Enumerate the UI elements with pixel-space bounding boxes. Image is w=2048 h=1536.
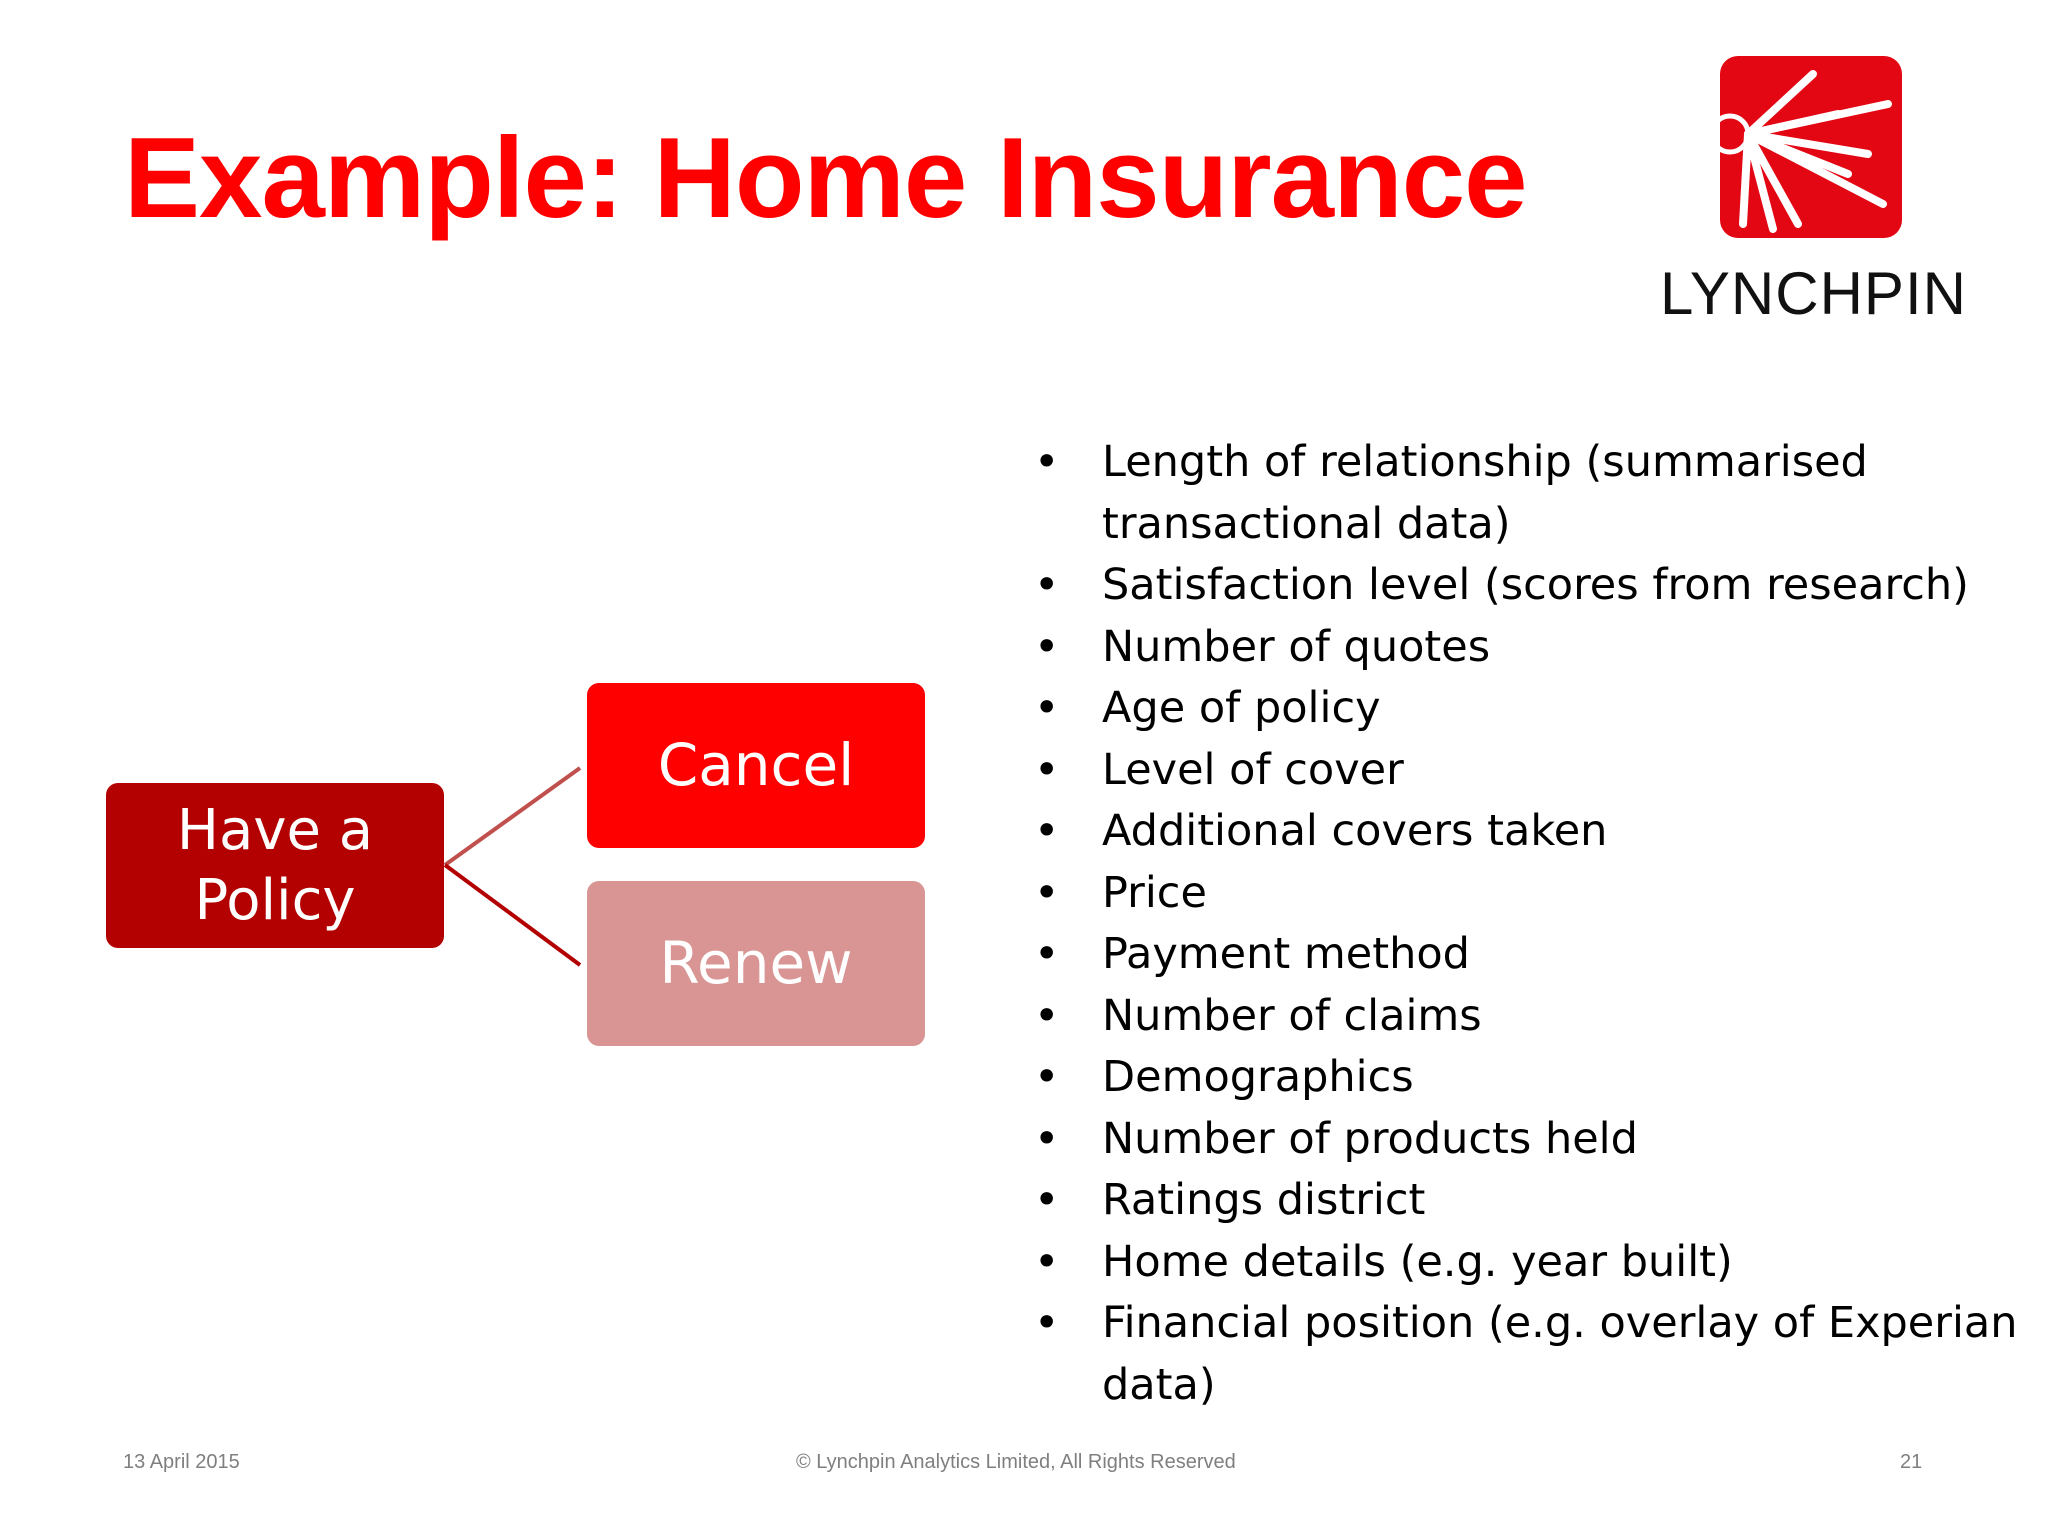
list-item: • Additional covers taken xyxy=(1030,801,2030,863)
have-a-policy-box: Have a Policy xyxy=(106,783,444,948)
bullet-icon: • xyxy=(1034,990,1060,1041)
bullet-icon: • xyxy=(1034,1052,1060,1102)
list-item: • Number of products held xyxy=(1030,1109,2030,1171)
list-item: • Number of claims xyxy=(1030,986,2030,1048)
slide-title: Example: Home Insurance xyxy=(124,115,1527,242)
footer-date: 13 April 2015 xyxy=(123,1451,240,1473)
bullet-icon: • xyxy=(1034,867,1060,918)
renew-box: Renew xyxy=(587,881,925,1046)
list-item: • Home details (e.g. year built) xyxy=(1030,1232,2030,1294)
bullet-icon: • xyxy=(1034,621,1060,672)
logo-wordmark: LYNCHPIN xyxy=(1660,260,1967,327)
list-item: • Number of quotes xyxy=(1030,617,2030,679)
bullet-icon: • xyxy=(1034,437,1060,487)
list-item: • Ratings district xyxy=(1030,1170,2030,1232)
list-item: • Satisfaction level (scores from research) xyxy=(1030,555,2030,617)
list-item: • Length of relationship (summarised transactional data) xyxy=(1030,432,2030,555)
cancel-box: Cancel xyxy=(587,683,925,848)
tree-connector-lines xyxy=(440,760,590,980)
bullet-icon: • xyxy=(1034,683,1060,733)
bullet-icon: • xyxy=(1034,1236,1060,1287)
list-item: • Payment method xyxy=(1030,924,2030,986)
bullet-icon: • xyxy=(1034,744,1060,795)
page-number: 21 xyxy=(1900,1451,1923,1473)
list-item: • Price xyxy=(1030,863,2030,925)
bullet-icon: • xyxy=(1034,560,1060,610)
bullet-icon: • xyxy=(1034,929,1060,979)
list-item: • Level of cover xyxy=(1030,740,2030,802)
bullet-icon: • xyxy=(1034,1298,1060,1348)
bullet-icon: • xyxy=(1034,1113,1060,1164)
lynchpin-logo-icon xyxy=(1718,54,1904,240)
lynchpin-logo xyxy=(1660,54,1967,344)
connector-to-cancel xyxy=(445,768,580,865)
list-item: • Age of policy xyxy=(1030,678,2030,740)
factor-list xyxy=(1030,432,2030,1416)
bullet-icon: • xyxy=(1034,806,1060,856)
bullet-icon: • xyxy=(1034,1175,1060,1225)
list-item: • Financial position (e.g. overlay of Experian data) xyxy=(1030,1293,2030,1416)
list-item: • Demographics xyxy=(1030,1047,2030,1109)
connector-to-renew xyxy=(445,865,580,965)
footer-copyright: © Lynchpin Analytics Limited, All Rights Reserved xyxy=(796,1451,1236,1473)
